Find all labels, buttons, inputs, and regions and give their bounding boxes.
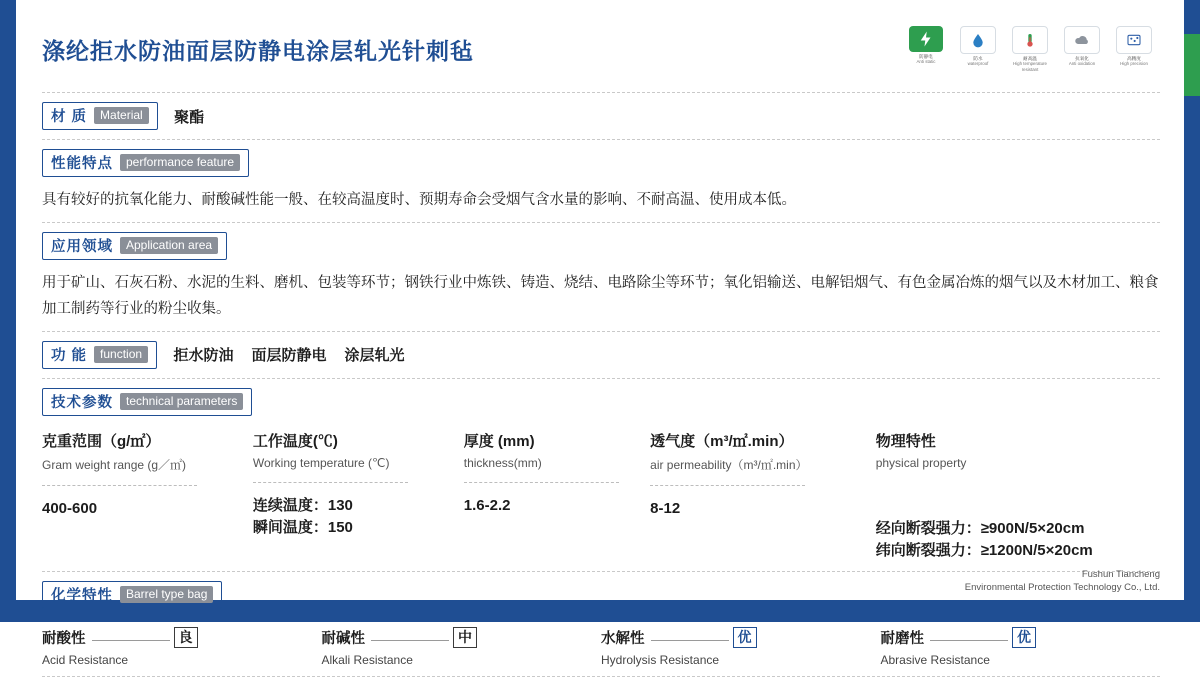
function-label-en: function [94, 346, 148, 363]
param-name-en: Gram weight range (g／㎡) [42, 458, 187, 472]
param-value-line1: 8-12 [650, 500, 681, 517]
chemical-label [42, 581, 222, 609]
param-name-cn: 工作温度(℃) [252, 433, 338, 450]
feature-label-en: Anti static [916, 59, 936, 65]
application-label [42, 232, 227, 260]
chemical-property-grid [42, 627, 1160, 667]
chemical-grade-badge: 优 [733, 627, 757, 648]
chemical-label-en: Barrel type bag [120, 586, 213, 603]
material-label-cn: 材 质 [51, 109, 88, 125]
chemical-item-hydrolysis-resistance [601, 627, 881, 667]
function-label [42, 341, 157, 369]
chemical-item-top [322, 627, 602, 648]
feature-label-cn: 高精度 [1127, 55, 1141, 61]
param-name-en: thickness(mm) [463, 456, 542, 470]
param-name-en: physical property [875, 456, 967, 470]
param-name-en: air permeability（m³/㎡.min） [650, 458, 808, 472]
high-precision-icon [1116, 26, 1152, 54]
section-performance [42, 140, 1160, 222]
section-material [42, 93, 1160, 139]
param-value [42, 498, 237, 520]
chemical-connector-line [92, 640, 170, 641]
feature-label-en: High precision [1120, 61, 1148, 67]
chemical-grade-badge: 中 [453, 627, 477, 648]
param-value [650, 498, 860, 520]
chemical-name-cn: 耐碱性 [321, 631, 365, 647]
chemical-connector-line [371, 640, 449, 641]
technical-label-en: technical parameters [120, 393, 243, 410]
param-value-line1: 400-600 [42, 500, 98, 517]
param-value-line2: 纬向断裂强力：≥1200N/5×20cm [875, 542, 1093, 559]
param-value [464, 495, 634, 517]
chemical-name-cn: 耐磨性 [880, 631, 924, 647]
content-area [16, 0, 1184, 667]
feature-label-en: Anti oxidation [1068, 61, 1096, 67]
footer-line-1: Fushun Tiancheng [1081, 569, 1160, 580]
chemical-name-en: Abrasive Resistance [880, 653, 990, 667]
technical-column-physical-property [876, 430, 1160, 562]
material-label [42, 102, 158, 130]
chemical-name-cn: 水解性 [601, 631, 645, 647]
chemical-item-abrasive-resistance [881, 627, 1161, 667]
performance-label [42, 149, 249, 177]
param-divider [650, 485, 805, 486]
application-label-cn: 应用领域 [51, 239, 113, 255]
feature-label-cn: 抗氧化 [1075, 55, 1089, 61]
material-value: 聚酯 [174, 109, 205, 127]
technical-label [42, 388, 252, 416]
param-divider [42, 485, 197, 486]
param-value-line2: 瞬间温度：150 [252, 519, 353, 536]
chemical-name-en: Acid Resistance [42, 653, 129, 667]
feature-high-precision [1114, 26, 1154, 67]
param-name-cn: 厚度 (mm) [463, 433, 535, 450]
feature-label-cn: 防静电 [919, 53, 933, 59]
left-edge-bar [0, 0, 16, 622]
right-edge-bar-top [1184, 0, 1200, 34]
technical-label-cn: 技术参数 [51, 395, 113, 411]
right-edge-bar-green [1184, 34, 1200, 96]
feature-anti-oxidation [1062, 26, 1102, 67]
section-function [42, 332, 1160, 378]
chemical-item-top [42, 627, 322, 648]
title-row [42, 0, 1160, 92]
chemical-item-acid-resistance [42, 627, 322, 667]
param-value-line1: 经向断裂强力：≥900N/5×20cm [875, 520, 1085, 537]
technical-column-air-permeability [650, 430, 876, 562]
technical-column-working-temperature [253, 430, 464, 562]
feature-label-cn: 耐高温 [1023, 55, 1037, 61]
chemical-connector-line [930, 640, 1008, 641]
feature-label-en: High temperature resistant [1013, 61, 1047, 72]
param-value-line1: 连续温度：130 [252, 497, 353, 514]
chemical-name-cn: 耐酸性 [42, 631, 86, 647]
anti-oxidation-icon [1064, 26, 1100, 54]
technical-column-gram-weight [42, 430, 253, 562]
param-name-cn: 克重范围（g/㎡） [42, 433, 161, 450]
technical-parameter-grid [42, 430, 1160, 562]
anti-static-icon [909, 26, 943, 52]
performance-text: 具有较好的抗氧化能力、耐酸碱性能一般、在较高温度时、预期寿命会受烟气含水量的影响、不耐高温、使用成本低。 [42, 192, 796, 208]
footer-company [965, 568, 1160, 594]
param-value-line1: 1.6-2.2 [463, 497, 511, 514]
chemical-name-en: Hydrolysis Resistance [601, 653, 720, 667]
function-label-cn: 功 能 [51, 348, 88, 364]
param-name-en: Working temperature (℃) [252, 456, 390, 470]
feature-waterproof [958, 26, 998, 67]
feature-high-temperature-resistant [1010, 26, 1050, 72]
param-name-cn: 物理特性 [875, 433, 936, 450]
chemical-name-en: Alkali Resistance [321, 653, 413, 667]
performance-label-cn: 性能特点 [51, 156, 113, 172]
chemical-grade-badge: 良 [174, 627, 198, 648]
param-value [253, 495, 448, 539]
param-name-cn: 透气度（m³/㎡.min） [650, 433, 794, 450]
feature-label-en: waterproof [967, 61, 989, 67]
chemical-item-alkali-resistance [322, 627, 602, 667]
feature-anti-static [906, 26, 946, 65]
feature-label-cn: 防水 [973, 55, 983, 61]
material-label-en: Material [94, 107, 149, 124]
waterproof-icon [960, 26, 996, 54]
chemical-label-cn: 化学特性 [51, 588, 113, 604]
technical-column-thickness [464, 430, 650, 562]
performance-label-en: performance feature [120, 154, 240, 171]
application-label-en: Application area [120, 237, 218, 254]
chemical-item-top [881, 627, 1161, 648]
chemical-item-top [601, 627, 881, 648]
function-values [174, 344, 405, 365]
function-value: 涂层轧光 [344, 347, 405, 364]
param-divider [464, 482, 619, 483]
footer-line-2: Environmental Protection Technology Co., Ltd. [964, 582, 1160, 593]
chemical-grade-badge: 优 [1012, 627, 1036, 648]
chemical-connector-line [651, 640, 729, 641]
function-value: 拒水防油 [173, 347, 234, 364]
param-divider [253, 482, 408, 483]
section-technical [42, 379, 1160, 571]
section-application [42, 223, 1160, 331]
application-text: 用于矿山、石灰石粉、水泥的生料、磨机、包装等环节；钢铁行业中炼铁、铸造、烧结、电路除尘等环节；氧化铝输送、电解铝烟气、有色金属冶炼的烟气以及木材加工、粮食加工制药等行业的粉尘收集。 [42, 275, 1159, 317]
high-temperature-resistant-icon [1012, 26, 1048, 54]
right-edge-bar-bottom [1184, 96, 1200, 622]
param-value [876, 518, 1144, 562]
function-value: 面层防静电 [251, 347, 327, 364]
feature-icon-group [906, 26, 1160, 72]
page-title: 涤纶拒水防油面层防静电涂层轧光针刺毡 [42, 37, 474, 64]
